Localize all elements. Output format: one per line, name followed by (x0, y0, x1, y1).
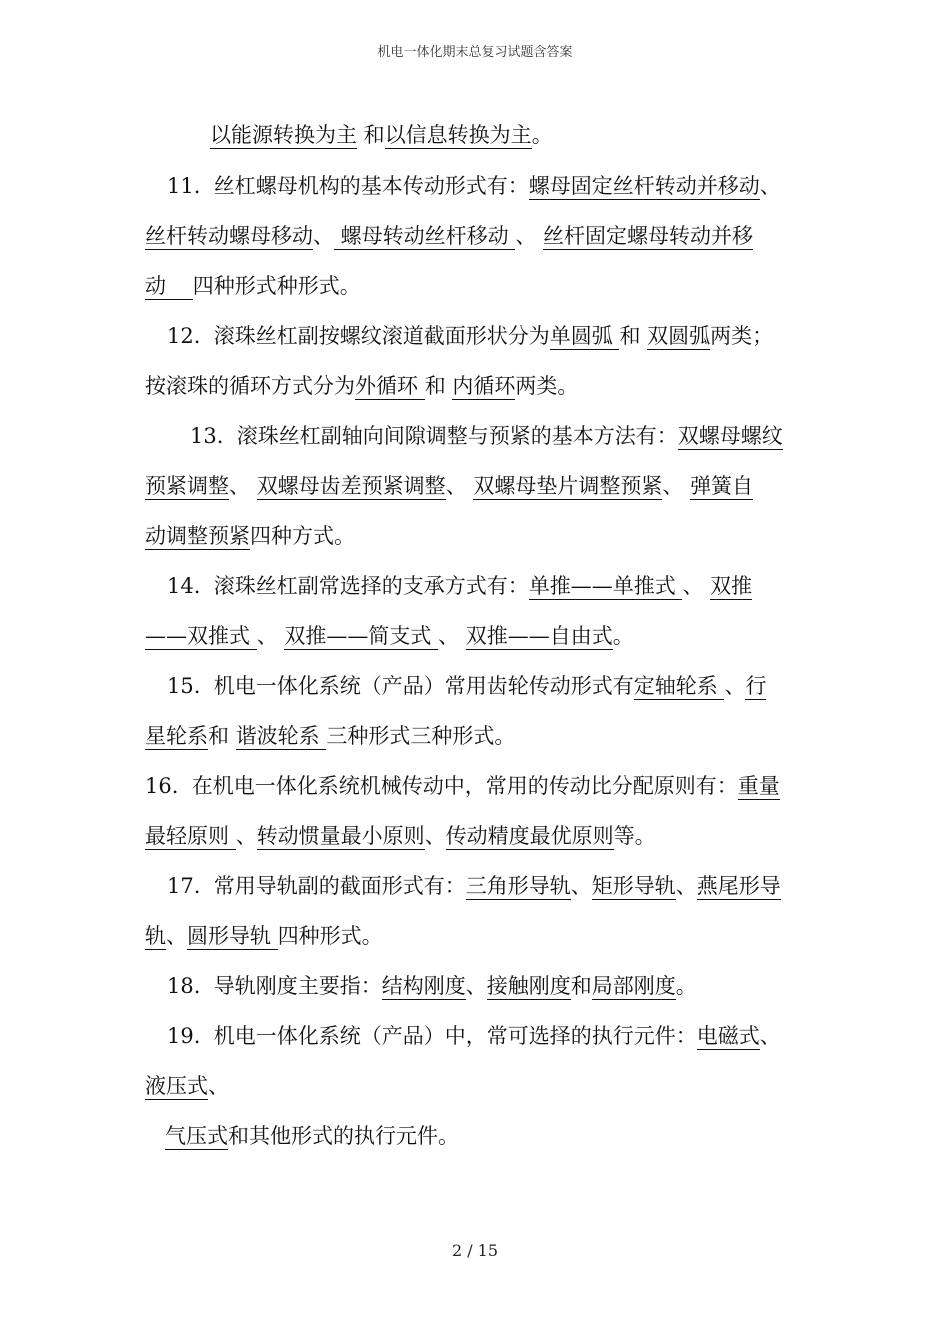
answer-blank: 螺母固定丝杆转动并移动 (528, 174, 760, 198)
answer-blank: 谐波轮系 (235, 724, 327, 748)
answer-blank: 双螺母垫片调整预紧 (473, 474, 663, 498)
text-line (167, 1021, 781, 1051)
answer-blank: 传动精度最优原则 (445, 824, 614, 848)
answer-blank: 螺母转动丝杆移动 (334, 224, 516, 248)
question-text: 四种形式种形式。 (192, 274, 361, 298)
question-text: 按滚珠的循环方式分为 (145, 374, 355, 398)
answer-blank: 行 (745, 674, 767, 698)
question-text: 三种形式三种形式。 (326, 724, 516, 748)
question-text: 16. 在机电一体化系统机械传动中，常用的传动比分配原则有： (145, 774, 738, 798)
question-text: 17. 常用导轨副的截面形式有： (167, 874, 466, 898)
question-text: 、 (229, 474, 257, 498)
text-line (145, 271, 361, 301)
question-text: 、 (570, 874, 592, 898)
text-line (167, 671, 766, 701)
answer-blank: 轨 (145, 924, 166, 948)
text-line (167, 871, 781, 901)
answer-blank: 三角形导轨 (465, 874, 571, 898)
question-text: 。 (612, 624, 634, 648)
question-text: 、 (662, 474, 691, 498)
answer-blank: 最轻原则 (145, 824, 236, 848)
text-line (145, 721, 515, 751)
answer-blank: 外循环 (355, 374, 425, 398)
answer-blank: 动调整预紧 (145, 524, 250, 548)
text-line (210, 120, 553, 150)
answer-blank: 单圆弧 (549, 324, 620, 348)
answer-blank: 转动惯量最小原则 (256, 824, 425, 848)
answer-blank: 双推——简支式 (284, 624, 439, 648)
question-text: 、 (515, 224, 544, 248)
question-text: 四种方式。 (250, 524, 355, 548)
question-text: 12. 滚珠丝杠副按螺纹滚道截面形状分为 (167, 324, 550, 348)
question-text: 、 (724, 674, 746, 698)
answer-blank: 结构刚度 (381, 974, 466, 998)
question-text: 两类； (710, 324, 774, 348)
question-text: 15. 机电一体化系统（产品）常用齿轮传动形式有 (167, 674, 634, 698)
question-text: 、 (465, 974, 487, 998)
answer-blank: 液压式 (145, 1074, 208, 1098)
answer-blank: 弹簧自 (690, 474, 754, 498)
answer-blank: ——双推式 (145, 624, 257, 648)
question-text: 和 (619, 324, 648, 348)
question-text: 两类。 (515, 374, 579, 398)
answer-blank: 预紧调整 (145, 474, 229, 498)
answer-blank: 矩形导轨 (591, 874, 676, 898)
text-line (167, 321, 773, 351)
answer-blank: 以信息转换为主 (384, 123, 532, 147)
answer-blank: 燕尾形导 (696, 874, 781, 898)
page-header: 机电一体化期末总复习试题含答案 (377, 45, 573, 60)
question-text: 、 (235, 824, 257, 848)
question-text: 14. 滚珠丝杠副常选择的支承方式有： (167, 574, 529, 598)
text-line (167, 571, 752, 601)
question-text: 四种形式。 (277, 924, 383, 948)
page-number: 2 / 15 (451, 1241, 499, 1260)
question-text: 、 (256, 624, 285, 648)
question-text: 、 (166, 924, 187, 948)
question-text: 和 (208, 724, 236, 748)
question-text: 。 (531, 123, 553, 147)
question-text: 、 (208, 1074, 229, 1098)
text-line (167, 971, 697, 1001)
question-text: 11. 丝杠螺母机构的基本传动形式有： (167, 174, 529, 198)
answer-blank: 以能源转换为主 (210, 123, 357, 147)
answer-blank: 丝杆固定螺母转动并移 (543, 224, 754, 248)
question-text: 18. 导轨刚度主要指： (167, 974, 382, 998)
text-line (145, 471, 753, 501)
text-line (145, 221, 753, 251)
question-text: 和 (424, 374, 453, 398)
answer-blank: 单推——单推式 (528, 574, 683, 598)
text-line (145, 621, 634, 651)
question-text: 13. 滚珠丝杠副轴向间隙调整与预紧的基本方法有： (190, 424, 678, 448)
question-text: 、 (759, 174, 781, 198)
question-text: 、 (675, 874, 697, 898)
text-line (145, 371, 578, 401)
answer-blank: 圆形导轨 (187, 924, 278, 948)
text-line (145, 821, 656, 851)
text-line (145, 521, 355, 551)
question-text: 、 (313, 224, 334, 248)
text-line (167, 171, 781, 201)
answer-blank: 重量 (737, 774, 780, 798)
question-text: 。 (675, 974, 697, 998)
answer-blank: 双推——自由式 (465, 624, 613, 648)
answer-blank: 气压式 (165, 1124, 228, 1148)
answer-blank: 内循环 (452, 374, 516, 398)
answer-blank: 电磁式 (696, 1024, 760, 1048)
text-line (145, 1071, 229, 1101)
answer-blank: 双圆弧 (647, 324, 711, 348)
question-text: 等。 (613, 824, 656, 848)
answer-blank: 双螺母齿差预紧调整 (256, 474, 446, 498)
question-text: 19. 机电一体化系统（产品）中，常可选择的执行元件： (167, 1024, 697, 1048)
answer-blank: 双螺母螺纹 (677, 424, 783, 448)
text-line (145, 771, 780, 801)
answer-blank: 双推 (710, 574, 753, 598)
question-text: 和 (570, 974, 592, 998)
answer-blank: 星轮系 (145, 724, 208, 748)
answer-blank: 动 (145, 274, 193, 298)
text-line (145, 921, 383, 951)
question-text: 、 (445, 474, 474, 498)
question-text: 和 (357, 123, 385, 147)
question-text: 和其他形式的执行元件。 (228, 1124, 459, 1148)
answer-blank: 局部刚度 (591, 974, 676, 998)
question-text: 、 (759, 1024, 781, 1048)
answer-blank: 丝杆转动螺母移动 (145, 224, 313, 248)
answer-blank: 定轴轮系 (633, 674, 725, 698)
answer-blank: 接触刚度 (486, 974, 571, 998)
question-text: 、 (438, 624, 466, 648)
text-line (165, 1121, 459, 1151)
text-line (190, 421, 783, 451)
question-text: 、 (424, 824, 446, 848)
question-text: 、 (682, 574, 711, 598)
